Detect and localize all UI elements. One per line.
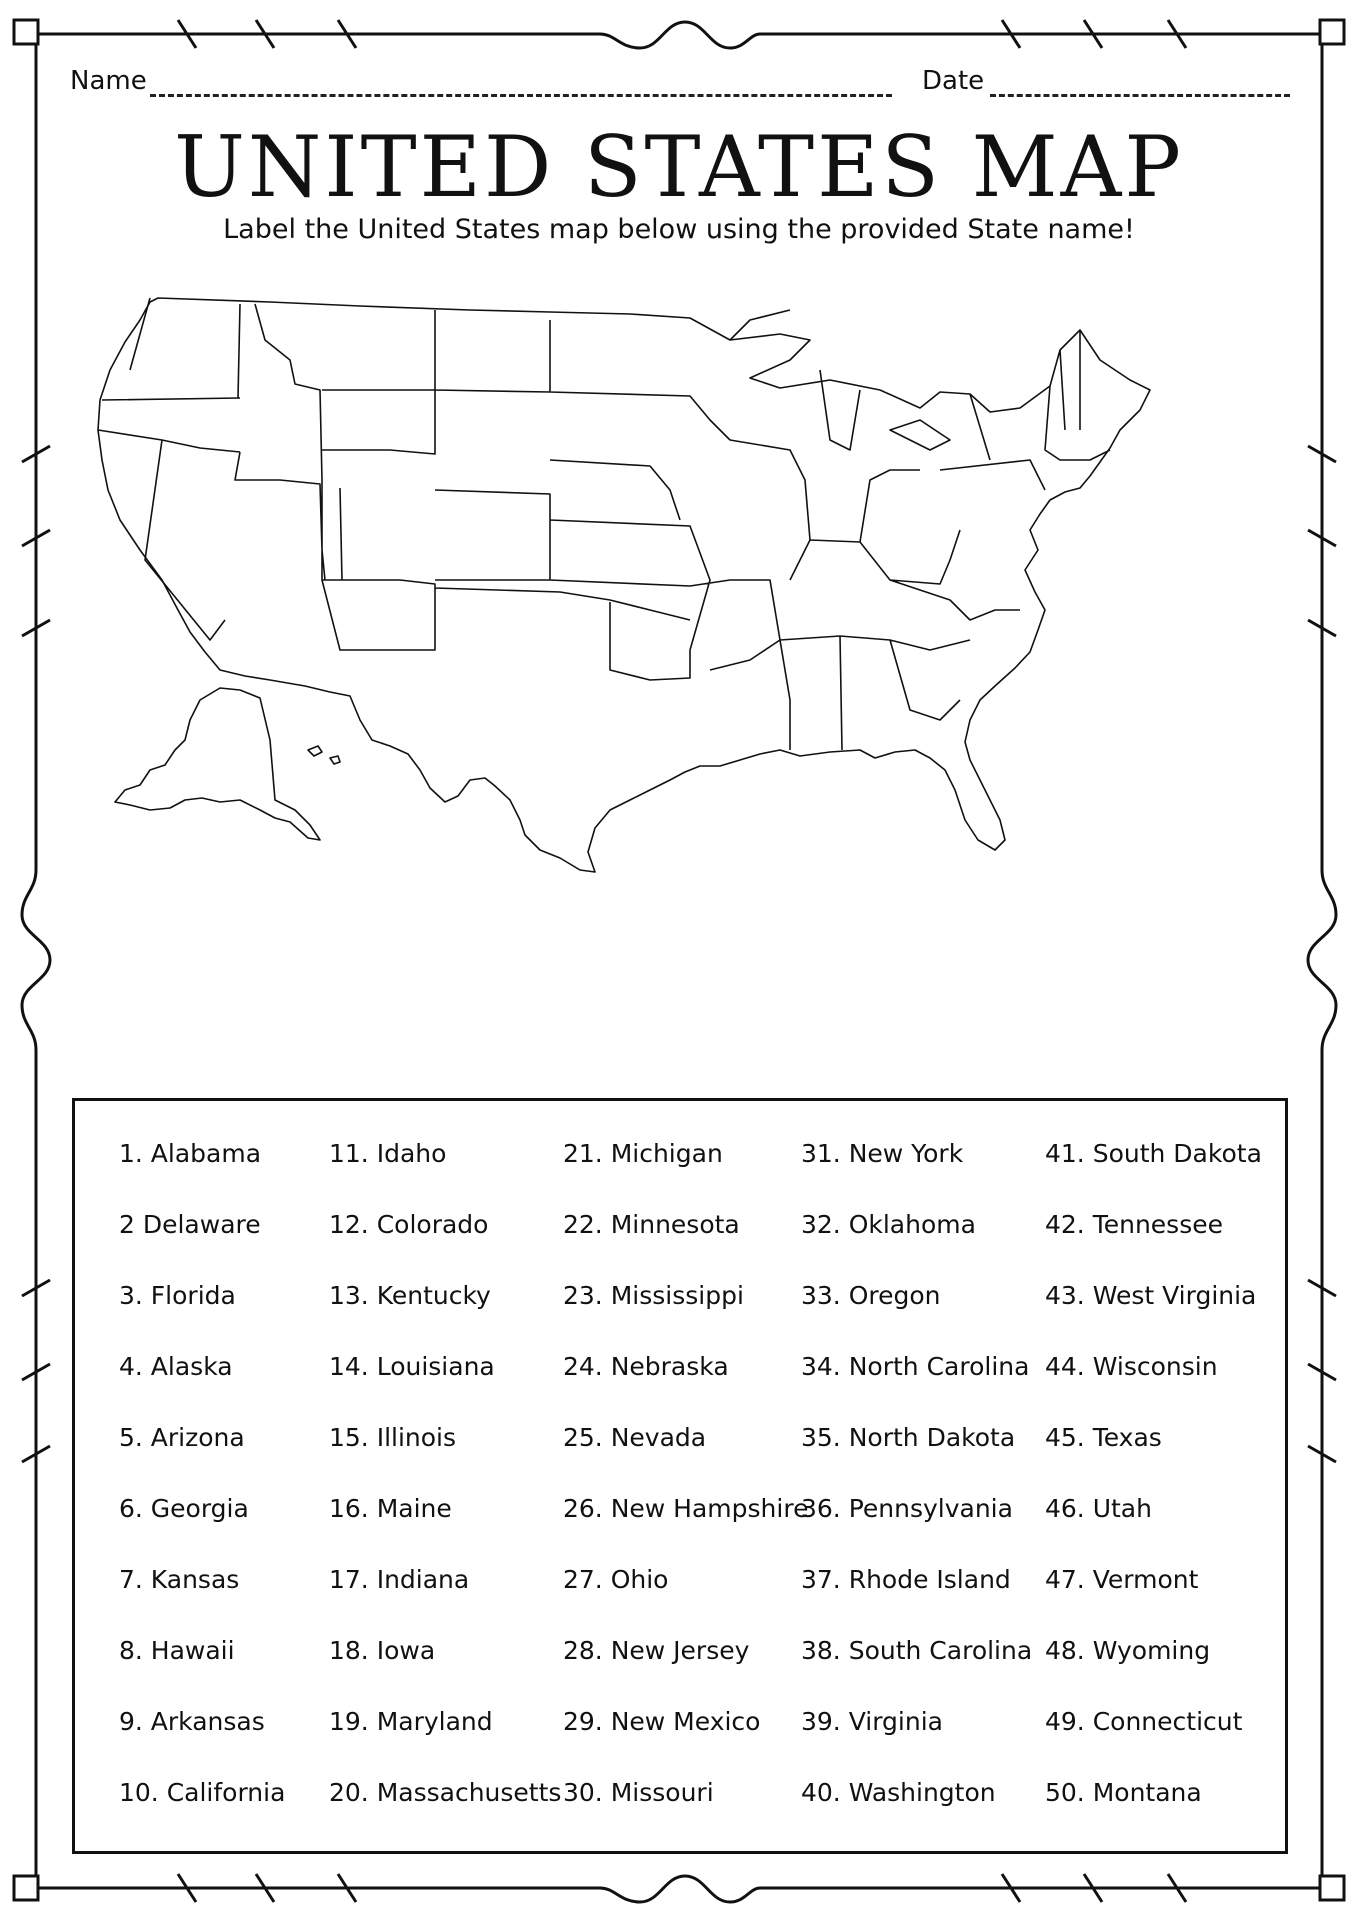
state-name: 6. Georgia bbox=[119, 1494, 249, 1523]
date-label: Date bbox=[922, 66, 985, 96]
state-column-3 bbox=[563, 1139, 808, 1849]
state-name: 17. Indiana bbox=[329, 1565, 470, 1594]
state-name: 21. Michigan bbox=[563, 1139, 723, 1168]
state-name: 12. Colorado bbox=[329, 1210, 489, 1239]
date-field[interactable] bbox=[990, 94, 1290, 97]
state-name: 42. Tennessee bbox=[1045, 1210, 1223, 1239]
state-name: 36. Pennsylvania bbox=[801, 1494, 1013, 1523]
state-name: 16. Maine bbox=[329, 1494, 452, 1523]
state-column-2 bbox=[329, 1139, 561, 1849]
state-name: 9. Arkansas bbox=[119, 1707, 265, 1736]
state-name: 28. New Jersey bbox=[563, 1636, 750, 1665]
state-name: 11. Idaho bbox=[329, 1139, 447, 1168]
state-name: 44. Wisconsin bbox=[1045, 1352, 1218, 1381]
state-column-4 bbox=[801, 1139, 1032, 1849]
state-name: 3. Florida bbox=[119, 1281, 236, 1310]
great-lakes bbox=[730, 310, 950, 450]
us-outline-map bbox=[90, 280, 1290, 1020]
state-name: 5. Arizona bbox=[119, 1423, 245, 1452]
state-name: 7. Kansas bbox=[119, 1565, 240, 1594]
state-name: 43. West Virginia bbox=[1045, 1281, 1257, 1310]
state-name: 18. Iowa bbox=[329, 1636, 436, 1665]
state-name: 26. New Hampshire bbox=[563, 1494, 809, 1523]
state-name: 37. Rhode Island bbox=[801, 1565, 1011, 1594]
alaska-outline bbox=[115, 688, 320, 840]
state-name: 50. Montana bbox=[1045, 1778, 1202, 1807]
page-title: UNITED STATES MAP bbox=[174, 118, 1184, 216]
state-name: 40. Washington bbox=[801, 1778, 996, 1807]
state-name: 35. North Dakota bbox=[801, 1423, 1016, 1452]
state-name: 1. Alabama bbox=[119, 1139, 262, 1168]
state-name: 47. Vermont bbox=[1045, 1565, 1199, 1594]
hawaii-outline bbox=[308, 746, 340, 764]
name-field[interactable] bbox=[150, 94, 892, 97]
state-name: 46. Utah bbox=[1045, 1494, 1152, 1523]
state-column-5 bbox=[1045, 1139, 1262, 1849]
state-name: 13. Kentucky bbox=[329, 1281, 491, 1310]
state-name: 39. Virginia bbox=[801, 1707, 943, 1736]
state-name: 32. Oklahoma bbox=[801, 1210, 976, 1239]
state-name: 8. Hawaii bbox=[119, 1636, 235, 1665]
state-name: 38. South Carolina bbox=[801, 1636, 1033, 1665]
state-boundaries bbox=[98, 298, 1110, 750]
instructions: Label the United States map below using the provided State name! bbox=[223, 214, 1135, 245]
state-name: 30. Missouri bbox=[563, 1778, 714, 1807]
contiguous-us-outline bbox=[98, 298, 1150, 872]
name-label: Name bbox=[70, 66, 147, 96]
state-name: 22. Minnesota bbox=[563, 1210, 740, 1239]
state-name: 15. Illinois bbox=[329, 1423, 457, 1452]
state-name: 41. South Dakota bbox=[1045, 1139, 1262, 1168]
state-name: 34. North Carolina bbox=[801, 1352, 1030, 1381]
state-name: 20. Massachusetts bbox=[329, 1778, 562, 1807]
state-name: 27. Ohio bbox=[563, 1565, 669, 1594]
state-name: 49. Connecticut bbox=[1045, 1707, 1243, 1736]
state-column-1 bbox=[119, 1139, 285, 1849]
state-name: 33. Oregon bbox=[801, 1281, 941, 1310]
state-names-box bbox=[72, 1098, 1288, 1854]
state-name: 10. California bbox=[119, 1778, 286, 1807]
state-name: 14. Louisiana bbox=[329, 1352, 495, 1381]
state-name: 19. Maryland bbox=[329, 1707, 493, 1736]
state-name: 4. Alaska bbox=[119, 1352, 233, 1381]
state-name: 48. Wyoming bbox=[1045, 1636, 1211, 1665]
state-name: 25. Nevada bbox=[563, 1423, 707, 1452]
state-name: 2 Delaware bbox=[119, 1210, 261, 1239]
state-name: 45. Texas bbox=[1045, 1423, 1162, 1452]
state-name: 24. Nebraska bbox=[563, 1352, 729, 1381]
state-name: 29. New Mexico bbox=[563, 1707, 761, 1736]
state-name: 31. New York bbox=[801, 1139, 964, 1168]
state-name: 23. Mississippi bbox=[563, 1281, 744, 1310]
